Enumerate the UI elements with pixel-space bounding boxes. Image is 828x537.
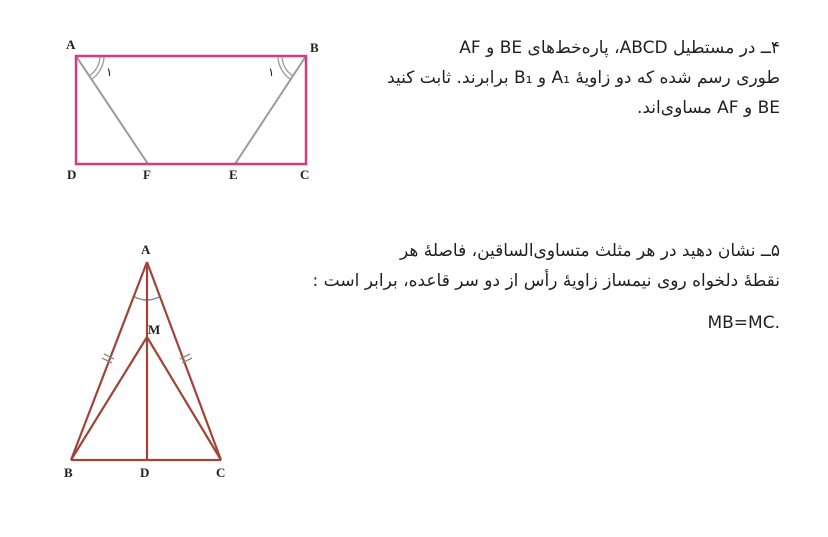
problem-5-line-3: .MB=MC [707, 313, 780, 333]
label-b: B [310, 40, 319, 55]
label-c: C [300, 167, 310, 182]
problem-4-line-3: BE و AF مساوی‌اند. [636, 98, 780, 118]
angle-mark-b-outer [278, 56, 290, 79]
segment-mb [71, 337, 147, 460]
label-d-triangle: D [140, 465, 150, 480]
label-d: D [67, 167, 77, 182]
segment-mc [147, 337, 221, 460]
problem-5-text [272, 236, 780, 338]
label-c-triangle: C [216, 465, 226, 480]
problem-4-text [365, 33, 780, 123]
label-m: M [148, 322, 161, 337]
side-ac [147, 262, 221, 460]
triangle-figure [71, 262, 221, 460]
angle-mark-a-outer [92, 56, 104, 79]
problem-4-line-1: ۴ــ در مستطیل ABCD، پاره‌خط‌های BE و AF [459, 38, 780, 58]
angle-label-a1: ۱ [106, 65, 113, 79]
problem-5-line-2: نقطهٔ دلخواه روی نیمساز زاویهٔ رأس از دو سر قاعده، برابر است : [312, 271, 780, 291]
angle-label-b1: ۱ [268, 65, 275, 79]
problem-5-line-1: ۵ــ نشان دهید در هر مثلث متساوی‌الساقین، فاصلهٔ هر [399, 241, 780, 261]
label-a: A [66, 37, 76, 52]
label-b-triangle: B [64, 465, 73, 480]
label-e: E [229, 167, 238, 182]
label-a-triangle: A [141, 242, 151, 257]
label-f: F [143, 167, 151, 182]
problem-4-line-2: طوری رسم شده که دو زاویهٔ A₁ و B₁ برابرند. ثابت کنید [387, 68, 780, 88]
